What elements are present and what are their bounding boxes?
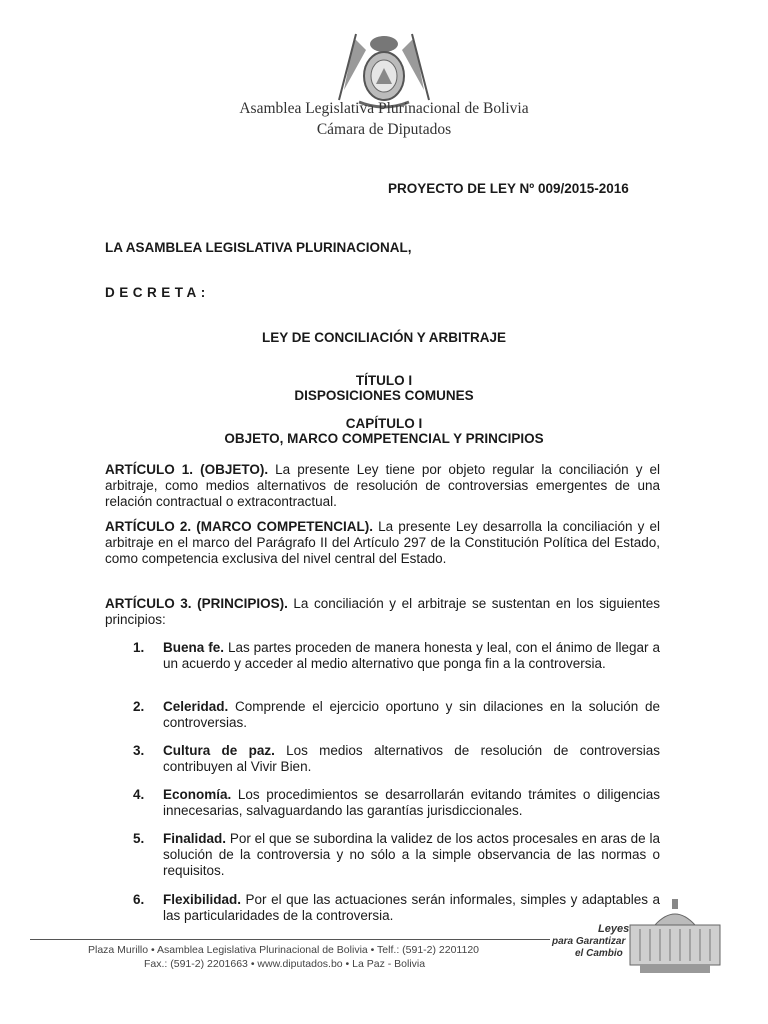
seal-text-line3: el Cambio [575,948,623,959]
principle-number: 3. [133,743,145,758]
principle-term: Finalidad. [163,831,227,846]
capitulo-label: CAPÍTULO I [345,416,423,431]
building-seal-logo [550,895,730,975]
article-3-heading: ARTÍCULO 3. (PRINCIPIOS). [105,596,288,611]
footer-divider [30,939,550,940]
principle-term: Economía. [163,787,232,802]
principle-item [133,699,660,731]
preamble: LA ASAMBLEA LEGISLATIVA PLURINACIONAL, [105,240,412,255]
article-3 [105,596,660,628]
principle-item [133,640,660,672]
principle-text: Por el que se subordina la validez de los actos procesales en aras de la solución de la controversia y no sólo a la simple observancia de las normas o requisitos. [163,831,660,879]
principle-term: Flexibilidad. [163,892,242,907]
principle-term: Buena fe. [163,640,224,655]
principle-number: 1. [133,640,145,655]
article-1 [105,462,660,511]
principle-text: Los medios alternativos de resolución de controversias contribuyen al Vivir Bien. [163,743,660,775]
titulo-label: TÍTULO I [355,373,413,388]
principle-text: Por el que las actuaciones serán informales, simples y adaptables a las particularidades de la controversia. [163,892,660,924]
principle-number: 2. [133,699,145,714]
chamber-name: Cámara de Diputados [316,121,452,138]
principle-text: Los procedimientos se desarrollarán evitando trámites o diligencias innecesarias, salvaguardando las garantías jurisdiccionales. [163,787,660,819]
principle-item [133,787,660,819]
principle-term: Celeridad. [163,699,229,714]
principle-number: 4. [133,787,145,802]
law-title: LEY DE CONCILIACIÓN Y ARBITRAJE [261,330,507,345]
article-1-text: La presente Ley tiene por objeto regular la conciliación y el arbitraje, como medios alternativos de resolución de controversias emergentes de una relación contractual o extracontractual. [105,462,660,510]
seal-text-line2: para Garantizar [552,936,626,947]
capitulo-name: OBJETO, MARCO COMPETENCIAL Y PRINCIPIOS [224,431,544,446]
principle-text: Las partes proceden de manera honesta y leal, con el ánimo de llegar a un acuerdo y acceder al medio alternativo que ponga fin a la controversia. [163,640,660,672]
institution-name: Asamblea Legislativa Plurinacional de Bolivia [239,100,529,117]
principle-item [133,743,660,775]
principle-term: Cultura de paz. [163,743,275,758]
principle-number: 5. [133,831,145,846]
bill-number: PROYECTO DE LEY Nº 009/2015-2016 [388,181,629,196]
article-1-heading: ARTÍCULO 1. (OBJETO). [105,462,269,477]
principle-text: Comprende el ejercicio oportuno y sin dilaciones en la solución de controversias. [163,699,660,731]
article-3-text: La conciliación y el arbitraje se sustentan en los siguientes principios: [105,596,660,628]
seal-text-line1: Leyes [598,923,630,935]
principle-item [133,831,660,880]
principle-number: 6. [133,892,145,907]
titulo-name: DISPOSICIONES COMUNES [294,388,474,403]
article-2-text: La presente Ley desarrolla la conciliación y el arbitraje en el marco del Parágrafo II del Artículo 297 de la Constitución Política del Estado, como competencia exclusiva del nivel central del Estado. [105,519,660,567]
article-2-heading: ARTÍCULO 2. (MARCO COMPETENCIAL). [105,519,374,534]
footer-contact: Fax.: (591-2) 2201663 • www.diputados.bo • La Paz - Bolivia [144,958,426,970]
decreta-heading: DECRETA: [105,285,210,300]
article-2 [105,519,660,568]
footer-address: Plaza Murillo • Asamblea Legislativa Plurinacional de Bolivia • Telf.: (591-2) 2201120 [88,944,480,956]
